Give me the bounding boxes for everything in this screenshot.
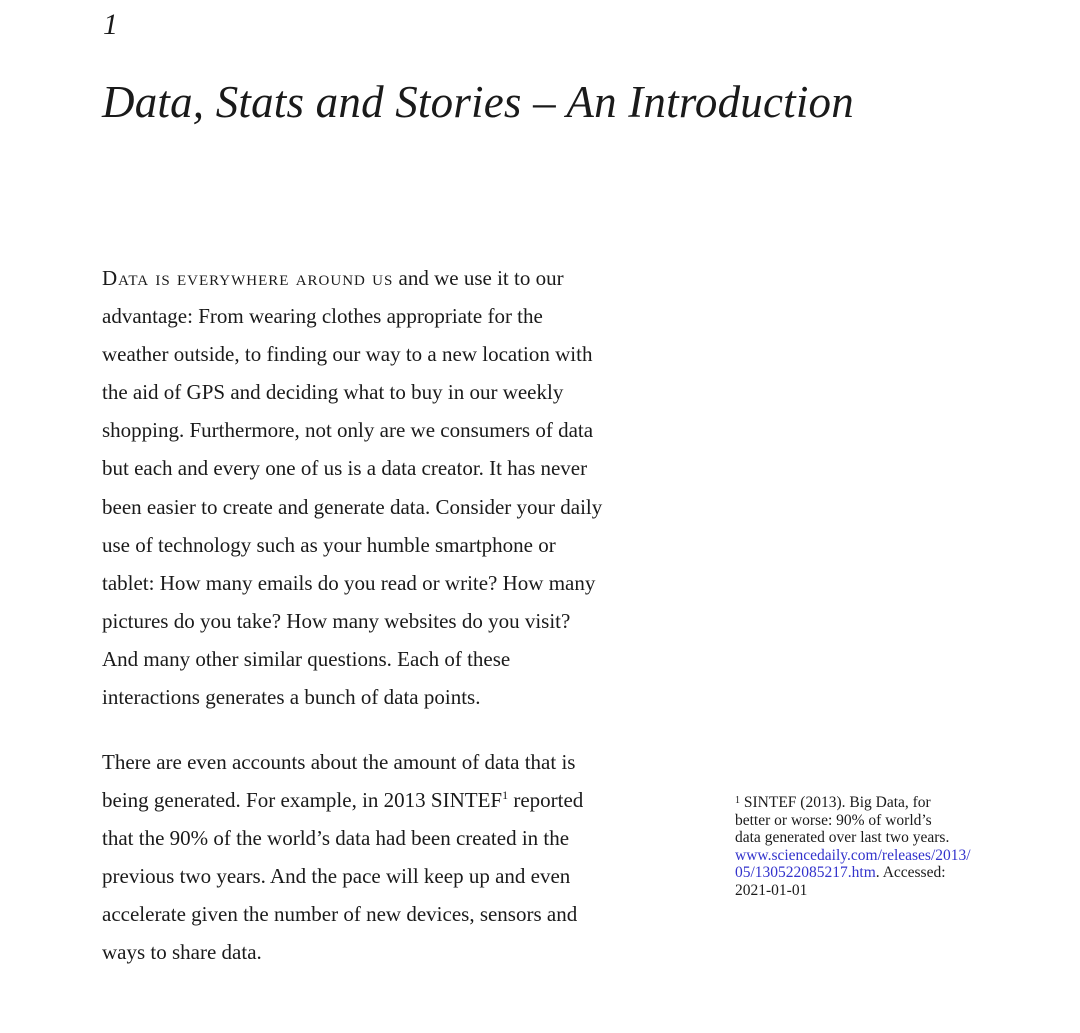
footnote-reference[interactable]: 1 (502, 788, 509, 803)
chapter-number: 1 (103, 8, 118, 41)
paragraph-intro (102, 259, 602, 716)
text-line: shopping. Furthermore, not only are we consumers of data (102, 418, 594, 443)
text-line: accelerate given the number of new devices, sensors and (102, 902, 578, 927)
lead-in-smallcaps: Data is everywhere around us (102, 266, 394, 290)
accessed-date: 2021-01-01 (735, 881, 808, 899)
text-line: interactions generates a bunch of data points. (102, 685, 481, 710)
chapter-title: Data, Stats and Stories – An Introduction (102, 77, 854, 127)
text-line: but each and every one of us is a data creator. It has never (102, 456, 588, 481)
source-link-continued[interactable]: 05/130522085217.htm (735, 864, 876, 882)
text-line: And many other similar questions. Each of these (102, 646, 511, 671)
text-line: pictures do you take? How many websites do you visit? (102, 608, 571, 633)
text-line: the aid of GPS and deciding what to buy in our weekly (102, 380, 564, 405)
paragraph-data-amount (102, 743, 583, 972)
text-line: been easier to create and generate data. Consider your daily (102, 494, 603, 519)
text-line: previous two years. And the pace will keep up and even (102, 864, 571, 889)
text-line: being generated. For example, in 2013 SINTEF$^1$ reported (102, 788, 584, 813)
source-link[interactable]: www.sciencedaily.com/releases/2013/ (735, 846, 971, 864)
text-line: weather outside, to finding our way to a new location with (102, 342, 593, 367)
text-line: advantage: From wearing clothes appropriate for the (102, 304, 543, 329)
sidenote-marker: 1 (735, 795, 740, 806)
text-line: use of technology such as your humble smartphone or (102, 532, 556, 557)
text-line: tablet: How many emails do you read or write? How many (102, 570, 596, 595)
sidenote-sintef: $^1$ SINTEF (2013). Big Data, for better or worse: 90% of world’s data generated over last two years. www.sciencedaily.com/releases/2013/ 05/130522085217.htm. Accessed: 2021-01-01 (735, 792, 1055, 900)
text-line: Data is everywhere around us and we use it to our (102, 266, 564, 290)
text-line: that the 90% of the world’s data had been created in the (102, 826, 570, 851)
text-line: There are even accounts about the amount of data that is (102, 750, 576, 774)
text-line: ways to share data. (102, 940, 262, 965)
